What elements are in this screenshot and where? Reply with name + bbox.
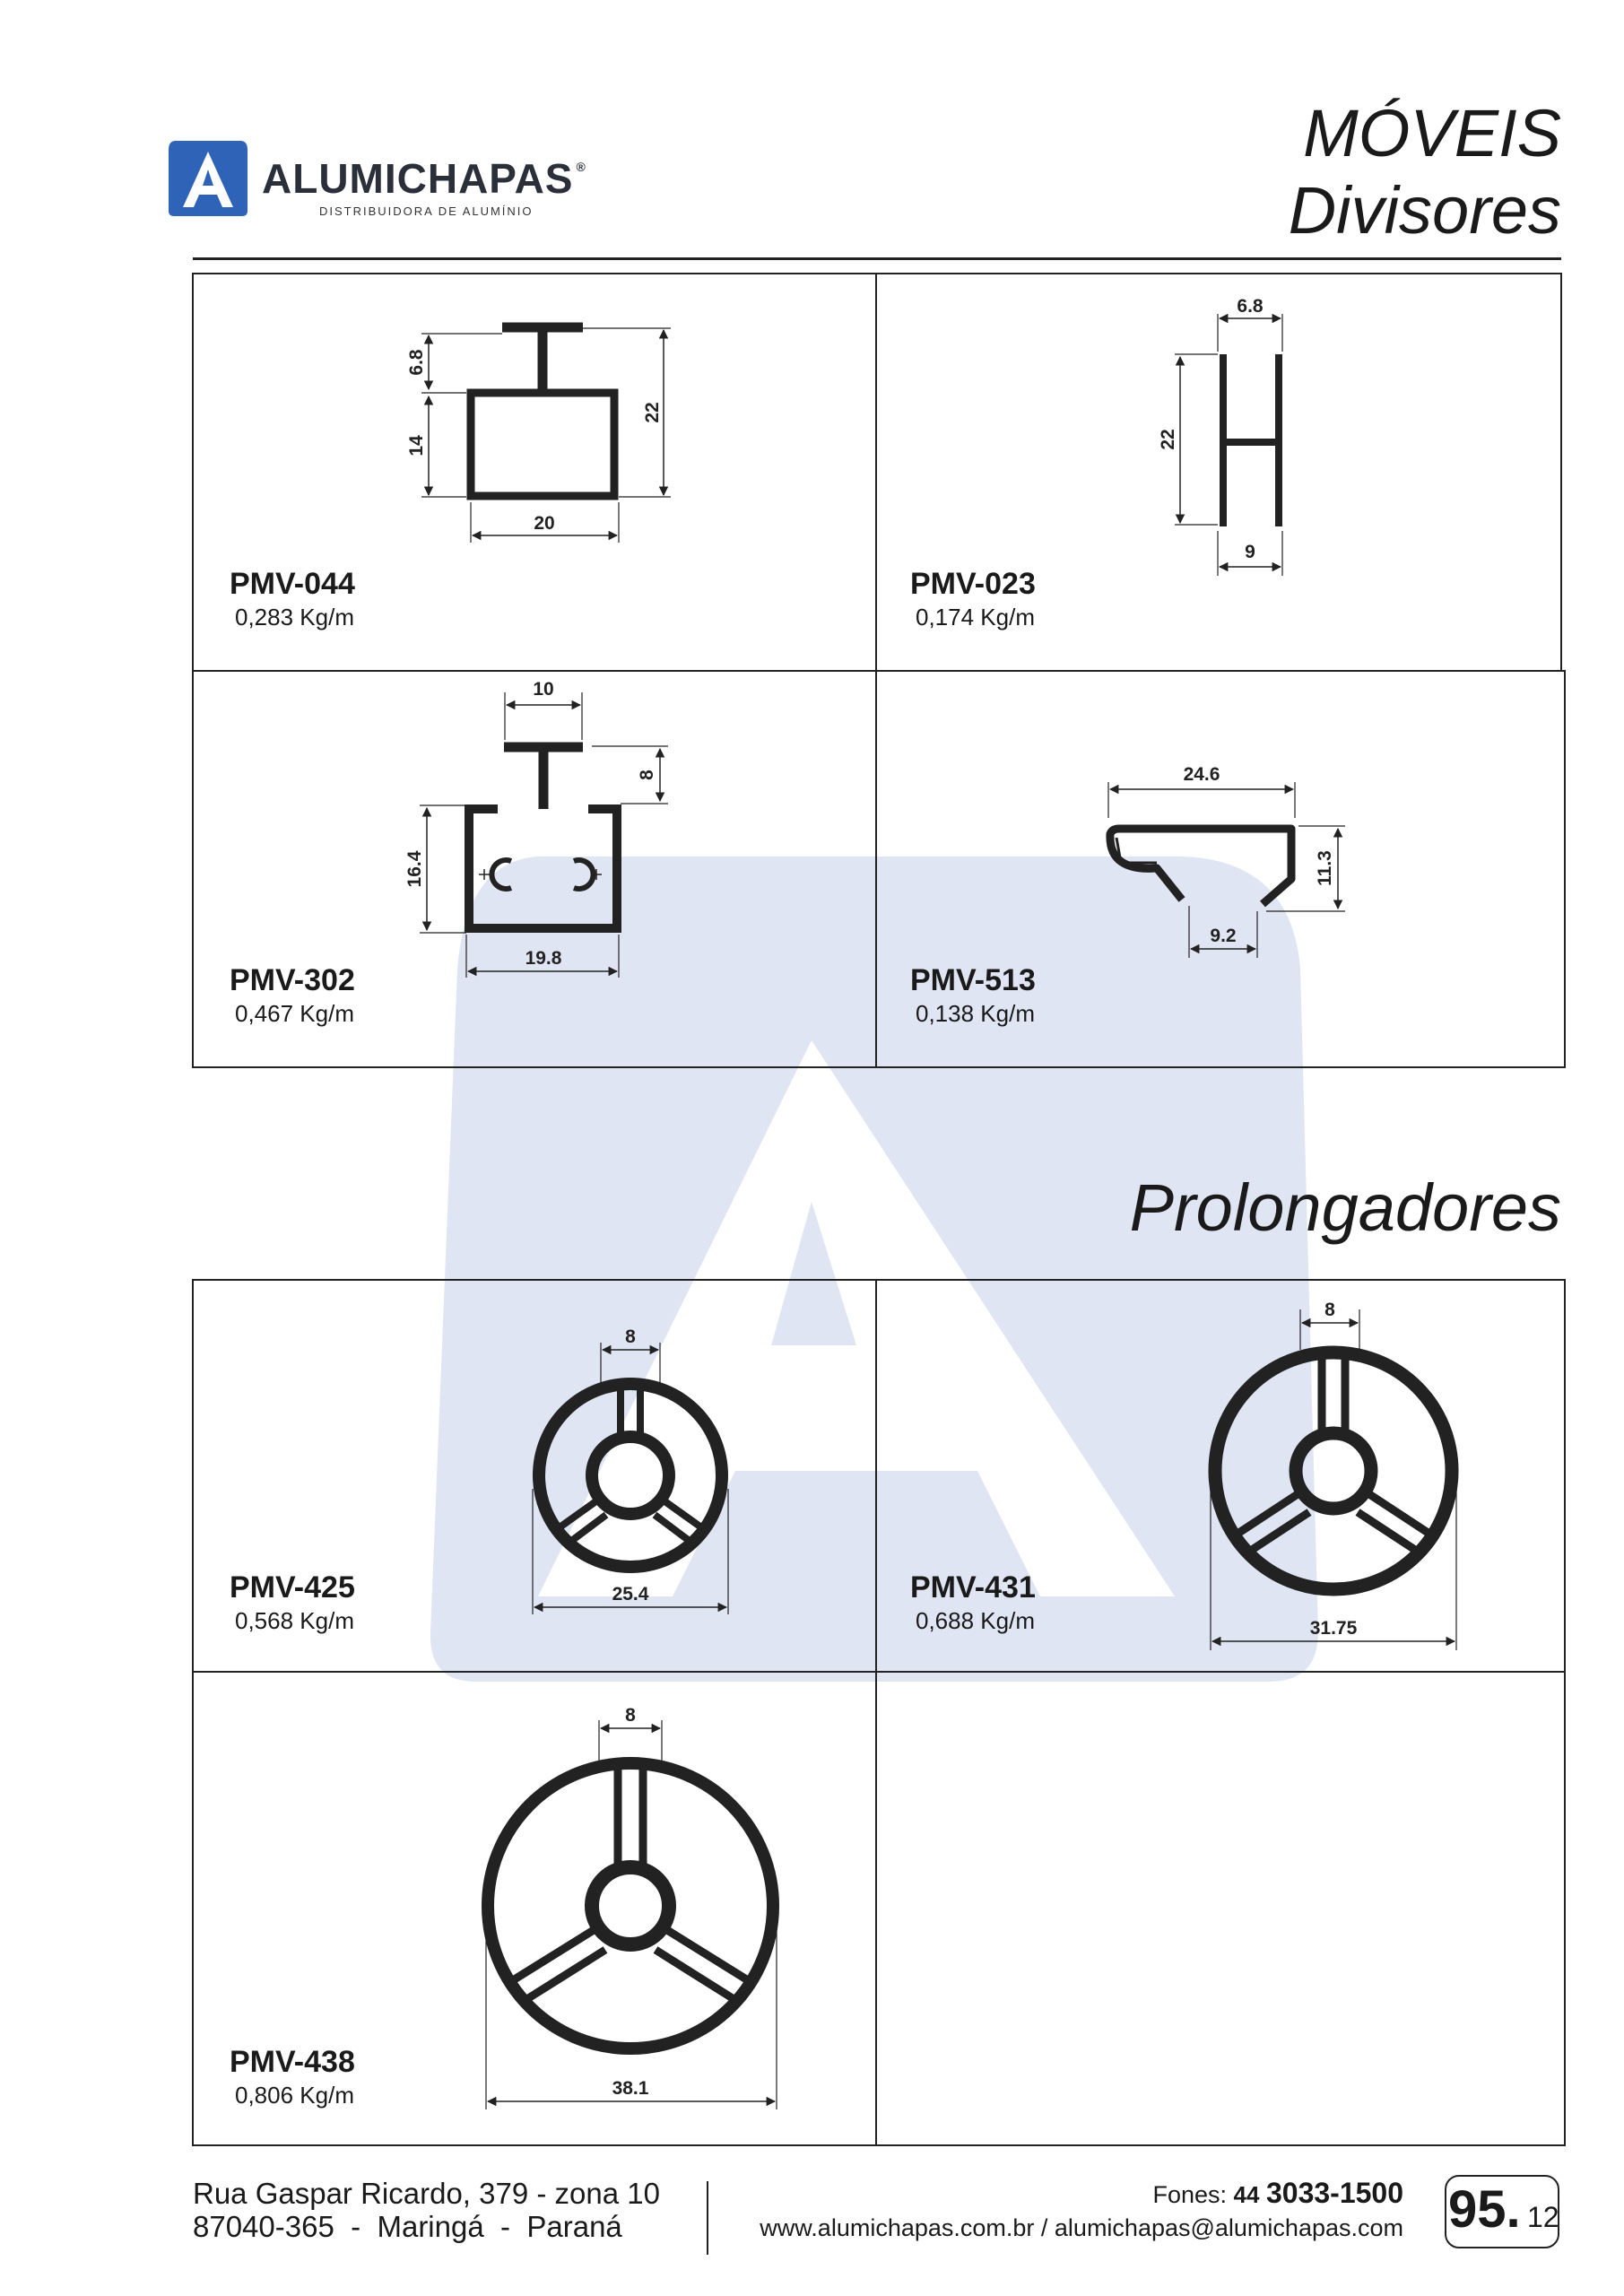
footer-separator (707, 2181, 708, 2255)
dim-label: 8 (1324, 1300, 1335, 1320)
section-title-divisores: Divisores (1288, 173, 1561, 248)
footer-phone: Fones: 44 3033-1500 (1152, 2177, 1403, 2209)
section-title-prolongadores: Prolongadores (1129, 1170, 1561, 1245)
pmv-044-drawing (421, 327, 671, 543)
pmv-425-drawing (533, 1343, 728, 1614)
product-code: PMV-023 (910, 567, 1036, 601)
dim-label: 8 (625, 1705, 636, 1726)
product-code: PMV-425 (230, 1570, 355, 1605)
page-number: 95. (1448, 2180, 1521, 2239)
dim-label: 9.2 (1210, 926, 1237, 946)
pmv-302-drawing (420, 692, 668, 978)
footer-web-email: www.alumichapas.com.br / alumichapas@alumichapas.com (760, 2214, 1403, 2241)
product-weight: 0,283 Kg/m (235, 604, 354, 631)
product-code: PMV-431 (910, 1570, 1036, 1605)
pmv-023-drawing (1175, 314, 1282, 576)
dim-label: 6.8 (406, 349, 427, 376)
product-code: PMV-513 (910, 963, 1036, 997)
page-subnumber: 12 (1527, 2201, 1559, 2233)
product-weight: 0,568 Kg/m (235, 1607, 354, 1634)
brand-tagline: DISTRIBUIDORA DE ALUMÍNIO (319, 204, 534, 218)
dim-label: 8 (637, 770, 657, 780)
brand-name: ALUMICHAPAS ® (262, 155, 586, 202)
product-weight: 0,688 Kg/m (916, 1607, 1035, 1634)
dim-label: 8 (625, 1326, 636, 1347)
dim-label: 19.8 (525, 948, 562, 969)
product-weight: 0,806 Kg/m (235, 2082, 354, 2109)
dim-label: 6.8 (1237, 296, 1264, 317)
dim-label: 31.75 (1309, 1618, 1358, 1639)
pmv-431-drawing (1211, 1309, 1456, 1650)
product-code: PMV-302 (230, 963, 355, 997)
dim-label: 16.4 (404, 850, 425, 888)
category-title: MÓVEIS (1303, 96, 1561, 170)
dim-label: 38.1 (612, 2078, 649, 2099)
footer-address-line1: Rua Gaspar Ricardo, 379 - zona 10 (193, 2177, 660, 2210)
product-code: PMV-438 (230, 2045, 355, 2079)
dim-label: 24.6 (1183, 764, 1220, 785)
dim-label: 25.4 (612, 1584, 649, 1605)
dim-label: 10 (533, 679, 554, 700)
footer-address-line2: 87040-365 - Maringá - Paraná (193, 2210, 622, 2243)
dim-label: 22 (1158, 429, 1178, 450)
product-weight: 0,138 Kg/m (916, 1000, 1035, 1027)
product-weight: 0,174 Kg/m (916, 604, 1035, 631)
dim-label: 20 (534, 513, 555, 534)
product-weight: 0,467 Kg/m (235, 1000, 354, 1027)
product-code: PMV-044 (230, 567, 355, 601)
dim-label: 11.3 (1315, 850, 1335, 886)
dim-label: 14 (406, 435, 427, 457)
dim-label: 22 (642, 402, 663, 423)
dim-label: 9 (1245, 542, 1255, 562)
pmv-438-drawing (486, 1720, 777, 2109)
